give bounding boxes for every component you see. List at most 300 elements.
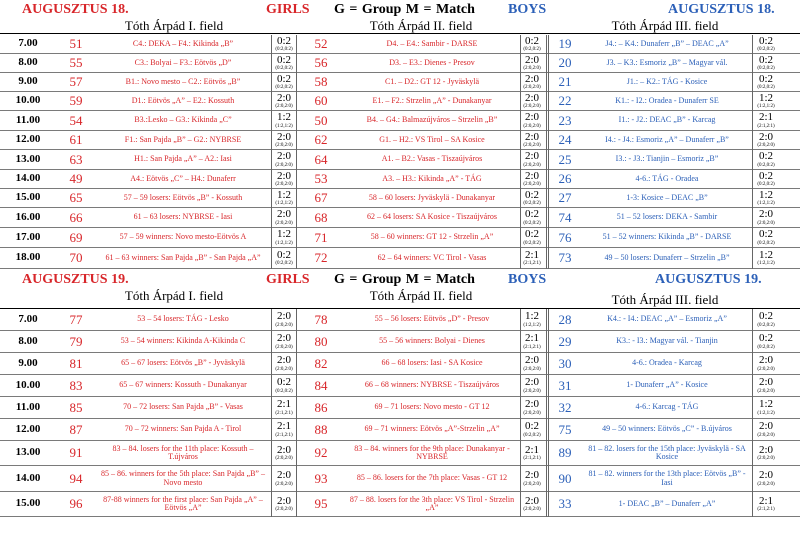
score-value: 0:2 xyxy=(524,188,540,201)
match-number: 58 xyxy=(314,74,328,90)
set-scores: (2:0,2:0) xyxy=(757,366,775,372)
match-number: 71 xyxy=(314,229,328,245)
match-score xyxy=(272,419,296,440)
match-teams: B4. – G4.: Balmazújváros – Strzelin „B” xyxy=(366,115,498,125)
set-scores: (2:0,2:0) xyxy=(757,456,775,462)
set-scores: (2:0,2:0) xyxy=(275,456,293,462)
day1-date-right: AUGUSZTUS 18. xyxy=(668,2,775,17)
set-scores: (1:2,1:2) xyxy=(757,104,775,110)
score-value: 2:0 xyxy=(276,469,292,482)
match-teams: D1.: Eötvös „A” – E2.: Kossuth xyxy=(131,95,235,105)
match-score xyxy=(520,73,544,91)
score-value: 2:0 xyxy=(524,130,540,143)
row-time: 18.00 xyxy=(15,251,41,264)
match-number: 32 xyxy=(558,399,572,415)
set-scores: (2:1,2:1) xyxy=(523,344,541,350)
set-scores: (0:2,0:2) xyxy=(757,322,775,328)
match-number: 64 xyxy=(314,151,328,167)
match-score xyxy=(520,35,544,53)
schedule-row xyxy=(0,331,800,353)
score-value: 2:0 xyxy=(276,494,292,507)
score-value: 2:0 xyxy=(758,443,774,456)
score-value: 0:2 xyxy=(276,34,292,47)
set-scores: (2:1,2:1) xyxy=(523,261,541,267)
match-number: 49 xyxy=(69,171,83,187)
match-score xyxy=(272,111,296,130)
match-teams: D3. – E3.: Dienes - Presov xyxy=(389,57,475,67)
score-value: 2:0 xyxy=(276,332,292,345)
set-scores: (2:0,2:0) xyxy=(757,432,775,438)
set-scores: (0:2,0:2) xyxy=(523,201,541,207)
match-score xyxy=(752,35,780,53)
schedule-row xyxy=(0,111,800,131)
set-scores: (1:2,1:2) xyxy=(275,123,293,129)
match-number: 19 xyxy=(558,36,572,52)
match-number: 21 xyxy=(558,74,572,90)
schedule-row xyxy=(0,248,800,269)
column-divider xyxy=(520,309,521,517)
match-number: 23 xyxy=(558,112,572,128)
match-number: 89 xyxy=(558,445,572,461)
match-number: 53 xyxy=(314,171,328,187)
match-teams: 57 – 59 winners: Novo mesto-Eötvös A xyxy=(119,232,247,242)
match-teams: C3.: Bolyai – F3.: Eötvös „D” xyxy=(134,57,232,67)
row-time: 11.00 xyxy=(15,400,41,413)
column-divider xyxy=(546,309,547,517)
score-value: 2:0 xyxy=(758,354,774,367)
set-scores: (2:1,2:1) xyxy=(275,410,293,416)
match-teams: K3.: - I3.: Magyar vál. - Tianjin xyxy=(616,336,718,346)
set-scores: (1:2,1:2) xyxy=(275,240,293,246)
schedule-row xyxy=(0,441,800,466)
match-number: 96 xyxy=(69,496,83,512)
match-teams: 53 – 54 losers: TÁG - Lesko xyxy=(137,314,229,324)
set-scores: (2:0,2:0) xyxy=(275,344,293,350)
score-value: 0:2 xyxy=(524,208,540,221)
day1-field-1: Tóth Árpád I. field xyxy=(124,18,224,33)
column-divider xyxy=(271,309,272,517)
match-teams: 51 – 52 winners: Kikinda „B” - DARSE xyxy=(602,232,732,242)
match-score xyxy=(272,170,296,188)
match-teams: 55 – 56 losers: Eötvös „D” - Presov xyxy=(374,314,490,324)
set-scores: (2:0,2:0) xyxy=(523,162,541,168)
match-number: 61 xyxy=(69,132,83,148)
set-scores: (0:2,0:2) xyxy=(757,240,775,246)
match-number: 91 xyxy=(69,445,83,461)
schedule-row xyxy=(0,419,800,441)
set-scores: (0:2,0:2) xyxy=(757,47,775,53)
match-teams: G1. – H2.: VS Tirol – SA Kosice xyxy=(379,134,485,144)
match-score xyxy=(520,309,544,330)
set-scores: (2:1,2:1) xyxy=(757,123,775,129)
schedule-row xyxy=(0,170,800,189)
match-number: 57 xyxy=(69,74,83,90)
day2-legend: G = Group M = Match xyxy=(334,272,475,287)
schedule-row xyxy=(0,309,800,331)
score-value: 2:0 xyxy=(276,208,292,221)
match-teams: 70 – 72 winners: San Pajda A - Tirol xyxy=(124,424,242,434)
match-score xyxy=(520,92,544,110)
match-score xyxy=(752,492,780,516)
match-score xyxy=(752,73,780,91)
match-score xyxy=(272,353,296,374)
schedule-row xyxy=(0,492,800,517)
match-number: 76 xyxy=(558,229,572,245)
row-time: 14.00 xyxy=(15,471,41,484)
match-teams: 1- DEAC „B” – Dunaferr „A” xyxy=(618,498,716,508)
match-score xyxy=(752,228,780,247)
day1-schedule xyxy=(0,35,800,269)
match-teams: B1.: Novo mesto – C2.: Eötvös „B” xyxy=(125,76,241,86)
match-score xyxy=(272,309,296,330)
match-teams: 70 – 72 losers: San Pajda „B” - Vasas xyxy=(123,402,243,412)
match-score xyxy=(272,35,296,53)
match-teams: C1. – D2.: GT 12 - Jyväskylä xyxy=(384,76,480,86)
match-teams: 62 – 64 losers: SA Kosice - Tiszaújváros xyxy=(367,212,497,222)
match-teams: 4-6.: Oradea - Karcag xyxy=(632,358,702,368)
match-teams: 62 – 64 winners: VC Tirol - Vasas xyxy=(377,252,487,262)
schedule-row xyxy=(0,353,800,375)
score-value: 0:2 xyxy=(758,332,774,345)
row-time: 8.00 xyxy=(18,334,38,347)
match-score xyxy=(752,331,780,352)
score-value: 2:0 xyxy=(276,130,292,143)
set-scores: (0:2,0:2) xyxy=(275,66,293,72)
match-teams: A1. – B2.: Vasas - Tiszaújváros xyxy=(381,154,483,164)
match-number: 25 xyxy=(558,151,572,167)
score-value: 0:2 xyxy=(758,228,774,241)
match-score xyxy=(520,54,544,72)
match-number: 30 xyxy=(558,355,572,371)
score-value: 0:2 xyxy=(524,420,540,433)
match-number: 80 xyxy=(314,333,328,349)
match-teams: 55 – 56 winners: Bolyai - Dienes xyxy=(379,336,485,346)
match-number: 59 xyxy=(69,93,83,109)
match-number: 62 xyxy=(314,132,328,148)
day1-field-3: Tóth Árpád III. field xyxy=(611,18,719,33)
set-scores: (2:0,2:0) xyxy=(523,104,541,110)
score-value: 1:2 xyxy=(758,91,774,104)
score-value: 2:1 xyxy=(524,332,540,345)
score-value: 0:2 xyxy=(758,72,774,85)
match-score xyxy=(272,492,296,516)
set-scores: (0:2,0:2) xyxy=(523,240,541,246)
match-teams: 49 – 50 losers: Dunaferr – Strzelin „B” xyxy=(604,252,730,262)
match-teams: C4.: DEKA – F4.: Kikinda „B” xyxy=(132,38,234,48)
score-value: 1:2 xyxy=(276,111,292,124)
match-teams: A4.: Eötvös „C” – H4.: Dunaferr xyxy=(130,173,236,183)
score-value: 0:2 xyxy=(758,169,774,182)
match-teams: 51 – 52 losers: DEKA - Sambir xyxy=(616,212,718,222)
match-teams: 4-6.: Karcag - TÁG xyxy=(635,402,699,412)
match-number: 56 xyxy=(314,55,328,71)
set-scores: (2:1,2:1) xyxy=(275,432,293,438)
match-number: 60 xyxy=(314,93,328,109)
day2-field-3: Tóth Árpád III. field xyxy=(611,292,719,307)
schedule-row xyxy=(0,35,800,54)
schedule-row xyxy=(0,375,800,397)
match-number: 69 xyxy=(69,229,83,245)
match-score xyxy=(520,189,544,207)
match-score xyxy=(520,353,544,374)
match-score xyxy=(272,150,296,169)
score-value: 2:1 xyxy=(524,248,540,261)
column-divider xyxy=(296,309,297,517)
schedule-row xyxy=(0,92,800,111)
match-score xyxy=(752,441,780,465)
schedule-row xyxy=(0,73,800,92)
match-score xyxy=(272,228,296,247)
score-value: 2:0 xyxy=(758,130,774,143)
match-score xyxy=(272,189,296,207)
match-score xyxy=(752,248,780,268)
day1-legend: G = Group M = Match xyxy=(334,2,475,17)
match-number: 67 xyxy=(314,190,328,206)
match-score xyxy=(752,419,780,440)
match-teams: A3. – H3.: Kikinda „A” - TÁG xyxy=(382,173,482,183)
match-teams: 65 – 67 losers: Eötvös „B” - Jyväskylä xyxy=(121,358,245,368)
day2-boys-label: BOYS xyxy=(508,272,547,287)
set-scores: (0:2,0:2) xyxy=(757,182,775,188)
score-value: 2:1 xyxy=(276,398,292,411)
score-value: 2:0 xyxy=(276,169,292,182)
score-value: 0:2 xyxy=(524,34,540,47)
set-scores: (2:0,2:0) xyxy=(275,182,293,188)
schedule-row xyxy=(0,150,800,170)
match-teams: B3.:Lesko – G3.: Kikinda „C” xyxy=(134,115,232,125)
match-number: 73 xyxy=(558,250,572,266)
set-scores: (2:0,2:0) xyxy=(523,507,541,513)
set-scores: (0:2,0:2) xyxy=(275,47,293,53)
match-score xyxy=(752,189,780,207)
match-teams: I4.: - J4.: Esmoriz „A” – Dunaferr „B” xyxy=(605,134,729,144)
match-score xyxy=(752,208,780,227)
row-time: 9.00 xyxy=(18,75,38,88)
match-score xyxy=(520,111,544,130)
set-scores: (0:2,0:2) xyxy=(757,162,775,168)
match-score xyxy=(520,375,544,396)
score-value: 2:0 xyxy=(758,208,774,221)
set-scores: (2:0,2:0) xyxy=(523,182,541,188)
set-scores: (0:2,0:2) xyxy=(757,85,775,91)
match-teams: 81 – 82. winners for the 13th place: Eötvös „B” - Iasi xyxy=(588,469,746,487)
match-teams: 61 – 63 winners: San Pajda „B” - San Pajda „A” xyxy=(105,252,261,262)
match-number: 74 xyxy=(558,209,572,225)
schedule-row xyxy=(0,208,800,228)
match-teams: 83 – 84. winners for the 9th place: Dunakanyar - NYBRSE xyxy=(354,443,510,461)
match-teams: 81 – 82. losers for the 15th place: Jyväskylä - SA Kosice xyxy=(588,443,746,461)
match-teams: 53 – 54 winners: Kikinda A-Kikinda C xyxy=(120,336,246,346)
row-time: 15.00 xyxy=(15,191,41,204)
row-time: 11.00 xyxy=(15,113,41,126)
set-scores: (2:0,2:0) xyxy=(275,104,293,110)
match-score xyxy=(752,309,780,330)
set-scores: (2:1,2:1) xyxy=(523,456,541,462)
match-score xyxy=(520,150,544,169)
day2-field-1: Tóth Árpád I. field xyxy=(124,288,224,303)
match-teams: 61 – 63 losers: NYBRSE - Iasi xyxy=(133,212,233,222)
set-scores: (2:0,2:0) xyxy=(275,366,293,372)
row-time: 17.00 xyxy=(15,230,41,243)
match-number: 27 xyxy=(558,190,572,206)
match-number: 90 xyxy=(558,470,572,486)
match-teams: 4-6.: TÁG - Oradea xyxy=(635,173,699,183)
column-divider xyxy=(520,35,521,269)
match-number: 94 xyxy=(69,470,83,486)
column-divider xyxy=(548,35,549,269)
set-scores: (0:2,0:2) xyxy=(757,344,775,350)
match-number: 70 xyxy=(69,250,83,266)
set-scores: (2:0,2:0) xyxy=(275,143,293,149)
match-teams: 65 – 67 winners: Kossuth - Dunakanyar xyxy=(119,380,247,390)
row-time: 10.00 xyxy=(15,378,41,391)
match-number: 24 xyxy=(558,132,572,148)
column-divider xyxy=(548,309,549,517)
set-scores: (0:2,0:2) xyxy=(523,432,541,438)
match-score xyxy=(752,170,780,188)
match-number: 51 xyxy=(69,36,83,52)
score-value: 2:0 xyxy=(524,111,540,124)
set-scores: (2:0,2:0) xyxy=(523,481,541,487)
set-scores: (1:2,1:2) xyxy=(757,261,775,267)
match-number: 29 xyxy=(558,333,572,349)
score-value: 0:2 xyxy=(758,53,774,66)
match-number: 82 xyxy=(314,355,328,371)
match-teams: 66 – 68 winners: NYBRSE - Tiszaújváros xyxy=(364,380,500,390)
set-scores: (1:2,1:2) xyxy=(757,201,775,207)
match-score xyxy=(520,208,544,227)
set-scores: (0:2,0:2) xyxy=(275,388,293,394)
match-teams: 57 – 59 losers: Eötvös „B” - Kossuth xyxy=(123,192,243,202)
day1-girls-label: GIRLS xyxy=(266,2,310,17)
match-number: 20 xyxy=(558,55,572,71)
match-score xyxy=(272,248,296,268)
match-number: 28 xyxy=(558,311,572,327)
match-number: 92 xyxy=(314,445,328,461)
match-number: 77 xyxy=(69,311,83,327)
match-teams: 1-3: Kosice – DEAC „B” xyxy=(626,192,708,202)
match-score xyxy=(752,466,780,491)
set-scores: (2:0,2:0) xyxy=(275,220,293,226)
day2-header xyxy=(0,271,800,288)
match-number: 93 xyxy=(314,470,328,486)
row-time: 13.00 xyxy=(15,446,41,459)
set-scores: (2:0,2:0) xyxy=(757,220,775,226)
match-score xyxy=(272,131,296,149)
row-time: 7.00 xyxy=(18,312,38,325)
row-time: 16.00 xyxy=(15,210,41,223)
match-teams: J3. – K3.: Esmoriz „B” – Magyar vál. xyxy=(606,57,728,67)
score-value: 2:0 xyxy=(524,469,540,482)
set-scores: (2:0,2:0) xyxy=(757,481,775,487)
score-value: 2:0 xyxy=(524,91,540,104)
match-teams: 87 – 88. losers for the 3th place: VS Tirol - Strzelin „A” xyxy=(349,494,515,512)
day2-field-2: Tóth Árpád II. field xyxy=(369,288,473,303)
match-teams: 58 – 60 winners: GT 12 - Strzelin „A” xyxy=(370,232,494,242)
match-teams: 69 – 71 losers: Novo mesto - GT 12 xyxy=(374,402,490,412)
match-score xyxy=(752,150,780,169)
match-score xyxy=(752,111,780,130)
match-number: 33 xyxy=(558,496,572,512)
match-teams: H1.: San Pajda „A” – A2.: Iasi xyxy=(134,154,232,164)
row-time: 10.00 xyxy=(15,94,41,107)
match-score xyxy=(272,208,296,227)
match-score xyxy=(272,73,296,91)
match-score xyxy=(520,331,544,352)
score-value: 2:1 xyxy=(276,420,292,433)
score-value: 0:2 xyxy=(758,310,774,323)
score-value: 2:0 xyxy=(524,150,540,163)
match-score xyxy=(272,92,296,110)
set-scores: (0:2,0:2) xyxy=(757,66,775,72)
match-number: 63 xyxy=(69,151,83,167)
match-number: 87 xyxy=(69,421,83,437)
score-value: 1:2 xyxy=(276,228,292,241)
score-value: 2:1 xyxy=(758,494,774,507)
match-number: 31 xyxy=(558,377,572,393)
set-scores: (0:2,0:2) xyxy=(523,47,541,53)
row-time: 12.00 xyxy=(15,422,41,435)
set-scores: (1:2,1:2) xyxy=(757,410,775,416)
column-divider xyxy=(271,35,272,269)
score-value: 2:0 xyxy=(276,310,292,323)
score-value: 2:0 xyxy=(758,376,774,389)
set-scores: (2:0,2:0) xyxy=(523,85,541,91)
match-number: 54 xyxy=(69,112,83,128)
set-scores: (2:0,2:0) xyxy=(523,410,541,416)
match-teams: J4.: – K4.: Dunaferr „B” – DEAC „A” xyxy=(605,38,729,48)
match-number: 50 xyxy=(314,112,328,128)
row-time: 15.00 xyxy=(15,497,41,510)
match-number: 85 xyxy=(69,399,83,415)
match-teams: K4.: - I4.: DEAC „A” – Esmoriz „A” xyxy=(607,314,727,324)
match-score xyxy=(272,441,296,465)
score-value: 2:0 xyxy=(524,376,540,389)
match-score xyxy=(752,397,780,418)
score-value: 1:2 xyxy=(758,188,774,201)
match-number: 66 xyxy=(69,209,83,225)
match-score xyxy=(272,54,296,72)
set-scores: (1:2,1:2) xyxy=(275,201,293,207)
match-number: 26 xyxy=(558,171,572,187)
day1-header xyxy=(0,1,800,18)
day2-date-right: AUGUSZTUS 19. xyxy=(655,272,762,287)
match-teams: 83 – 84. losers for the 11th place: Kossuth – T.újváros xyxy=(112,443,254,461)
match-teams: 49 – 50 winners: Eötvös „C” - B.újváros xyxy=(602,424,732,434)
row-time: 9.00 xyxy=(18,356,38,369)
match-number: 65 xyxy=(69,190,83,206)
match-score xyxy=(520,492,544,516)
score-value: 1:2 xyxy=(758,248,774,261)
score-value: 2:1 xyxy=(524,443,540,456)
score-value: 2:1 xyxy=(758,111,774,124)
match-score xyxy=(752,353,780,374)
match-score xyxy=(752,375,780,396)
day2-girls-label: GIRLS xyxy=(266,272,310,287)
match-teams: 66 – 68 losers: Iasi - SA Kosice xyxy=(381,358,483,368)
day1-date-left: AUGUSZTUS 18. xyxy=(22,2,129,17)
set-scores: (2:0,2:0) xyxy=(275,322,293,328)
match-number: 68 xyxy=(314,209,328,225)
match-teams: 85 – 86. losers for the 7th place: Vasas - GT 12 xyxy=(356,473,508,483)
schedule-row xyxy=(0,54,800,73)
column-divider xyxy=(752,309,753,517)
row-time: 12.00 xyxy=(15,133,41,146)
score-value: 0:2 xyxy=(276,248,292,261)
match-number: 55 xyxy=(69,55,83,71)
match-score xyxy=(520,419,544,440)
schedule-row xyxy=(0,228,800,248)
